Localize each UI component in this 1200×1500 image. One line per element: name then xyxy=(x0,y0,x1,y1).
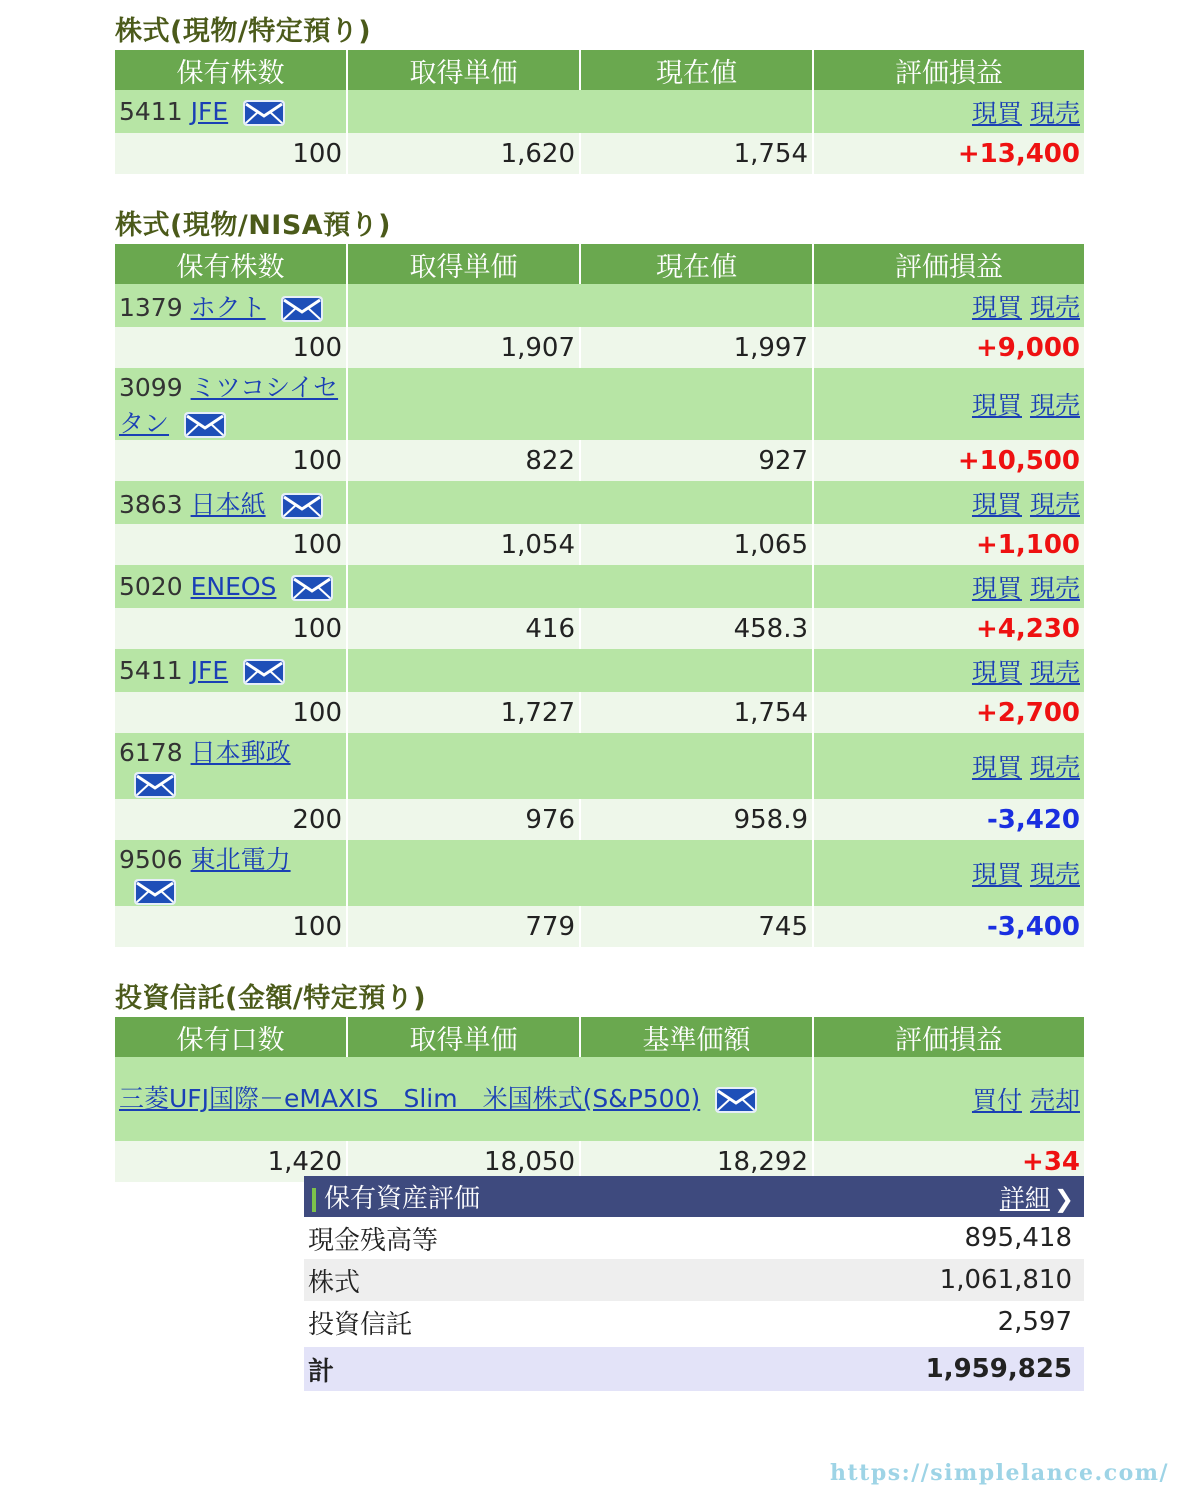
pl-cell: +4,230 xyxy=(814,608,1084,649)
pl-cell: +34 xyxy=(814,1141,1084,1182)
buy-link[interactable]: 現買 xyxy=(971,292,1022,322)
holdings-table-fund xyxy=(115,1017,1084,1182)
col-header-pl: 評価損益 xyxy=(814,1017,1084,1057)
sell-link[interactable]: 現売 xyxy=(1029,391,1080,420)
stock-code: 5020 xyxy=(119,571,183,601)
stock-name-row xyxy=(115,481,1084,524)
pl-cell: -3,420 xyxy=(814,799,1084,840)
summary-label: 現金残高等 xyxy=(308,1225,439,1256)
holdings-table-stock-specific xyxy=(115,50,1084,174)
shares-cell: 100 xyxy=(115,608,348,649)
section-title-fund: 投資信託(金額/特定預り) xyxy=(115,983,427,1014)
sell-link[interactable]: 現売 xyxy=(1029,753,1080,782)
pl-cell: -3,400 xyxy=(814,906,1084,947)
asset-summary-title: 保有資産評価 xyxy=(324,1184,481,1214)
price-cell: 745 xyxy=(581,906,814,947)
shares-cell: 100 xyxy=(115,327,348,368)
stock-value-row xyxy=(115,133,1084,174)
mail-icon[interactable] xyxy=(242,99,286,127)
asset-summary xyxy=(304,1176,1084,1391)
stock-name-row xyxy=(115,840,1084,906)
cost-cell: 976 xyxy=(348,799,581,840)
cost-cell: 779 xyxy=(348,906,581,947)
mail-icon[interactable] xyxy=(133,878,177,906)
col-header-units: 保有口数 xyxy=(115,1017,348,1057)
col-header-price: 現在値 xyxy=(581,244,814,284)
mail-icon[interactable] xyxy=(280,492,324,520)
col-header-price: 現在値 xyxy=(581,50,814,90)
stock-value-row xyxy=(115,524,1084,565)
buy-link[interactable]: 現買 xyxy=(971,860,1022,889)
sell-link[interactable]: 現売 xyxy=(1029,292,1080,322)
stock-name-link[interactable]: ミツコシイセタン xyxy=(119,373,339,438)
summary-label: 株式 xyxy=(308,1267,361,1298)
price-cell: 1,754 xyxy=(581,133,814,174)
shares-cell: 100 xyxy=(115,692,348,733)
shares-cell: 200 xyxy=(115,799,348,840)
stock-name-row xyxy=(115,90,1084,133)
stock-value-row xyxy=(115,327,1084,368)
buy-link[interactable]: 現買 xyxy=(971,573,1022,603)
stock-name-row xyxy=(115,368,1084,440)
cost-cell: 416 xyxy=(348,608,581,649)
shares-cell: 100 xyxy=(115,440,348,481)
summary-label: 投資信託 xyxy=(308,1309,413,1340)
price-cell: 1,754 xyxy=(581,692,814,733)
stock-name-link[interactable]: 日本郵政 xyxy=(190,738,291,767)
cost-cell: 1,620 xyxy=(348,133,581,174)
stock-name-link[interactable]: ホクト xyxy=(190,292,266,322)
stock-code: 5411 xyxy=(119,96,183,126)
section-title-stock-nisa: 株式(現物/NISA預り) xyxy=(115,210,392,241)
stock-value-row xyxy=(115,799,1084,840)
summary-value: 895,418 xyxy=(964,1223,1072,1253)
buy-link[interactable]: 現買 xyxy=(971,753,1022,782)
col-header-cost: 取得単価 xyxy=(348,50,581,90)
col-header-shares: 保有株数 xyxy=(115,244,348,284)
buy-link[interactable]: 現買 xyxy=(971,391,1022,420)
cost-cell: 822 xyxy=(348,440,581,481)
stock-value-row xyxy=(115,692,1084,733)
stock-name-link[interactable]: JFE xyxy=(190,96,229,126)
summary-value: 2,597 xyxy=(997,1307,1072,1337)
price-cell: 1,065 xyxy=(581,524,814,565)
pl-cell: +2,700 xyxy=(814,692,1084,733)
shares-cell: 100 xyxy=(115,133,348,174)
col-header-pl: 評価損益 xyxy=(814,50,1084,90)
summary-total-value: 1,959,825 xyxy=(925,1354,1072,1384)
stock-name-link[interactable]: 日本紙 xyxy=(190,489,266,519)
asset-summary-header xyxy=(304,1176,1084,1217)
stock-code: 9506 xyxy=(119,845,183,874)
col-header-cost: 取得単価 xyxy=(348,1017,581,1057)
summary-value: 1,061,810 xyxy=(939,1265,1072,1295)
cost-cell: 1,907 xyxy=(348,327,581,368)
section-title-stock-specific: 株式(現物/特定預り) xyxy=(115,16,372,47)
detail-link[interactable]: 詳細 xyxy=(999,1183,1050,1213)
col-header-pl: 評価損益 xyxy=(814,244,1084,284)
mail-icon[interactable] xyxy=(133,771,177,799)
stock-name-link[interactable]: JFE xyxy=(190,655,229,685)
mail-icon[interactable] xyxy=(714,1086,758,1114)
stock-name-link[interactable]: ENEOS xyxy=(190,571,277,601)
stock-code: 5411 xyxy=(119,655,183,685)
stock-code: 6178 xyxy=(119,738,183,767)
fund-name-link[interactable]: 三菱UFJ国際－eMAXIS Slim 米国株式(S&P500) xyxy=(119,1084,701,1113)
chevron-right-icon[interactable]: ❯ xyxy=(1053,1184,1074,1213)
stock-code: 3099 xyxy=(119,373,183,402)
price-cell: 958.9 xyxy=(581,799,814,840)
summary-row-fund xyxy=(304,1301,1084,1343)
mail-icon[interactable] xyxy=(280,295,324,323)
sell-link[interactable]: 現売 xyxy=(1029,573,1080,603)
pl-cell: +1,100 xyxy=(814,524,1084,565)
mail-icon[interactable] xyxy=(183,411,227,439)
stock-name-link[interactable]: 東北電力 xyxy=(190,845,291,874)
cost-cell: 1,054 xyxy=(348,524,581,565)
nav-cell: 18,292 xyxy=(581,1141,814,1182)
mail-icon[interactable] xyxy=(242,658,286,686)
stock-value-row xyxy=(115,906,1084,947)
cost-cell: 18,050 xyxy=(348,1141,581,1182)
buy-link[interactable]: 買付 xyxy=(971,1086,1022,1115)
col-header-shares: 保有株数 xyxy=(115,50,348,90)
portfolio xyxy=(115,10,1084,1182)
sell-link[interactable]: 現売 xyxy=(1029,860,1080,889)
sell-link[interactable]: 現売 xyxy=(1029,657,1080,687)
buy-link[interactable]: 現買 xyxy=(971,489,1022,519)
price-cell: 927 xyxy=(581,440,814,481)
fund-name-row xyxy=(115,1057,1084,1141)
sell-link[interactable]: 売却 xyxy=(1029,1086,1080,1115)
stock-value-row xyxy=(115,608,1084,649)
col-header-cost: 取得単価 xyxy=(348,244,581,284)
stock-code: 3863 xyxy=(119,489,183,519)
summary-total-label: 計 xyxy=(308,1356,335,1387)
summary-row-stock xyxy=(304,1259,1084,1301)
summary-row-cash xyxy=(304,1217,1084,1259)
stock-name-row xyxy=(115,733,1084,799)
stock-name-row xyxy=(115,649,1084,692)
stock-name-row xyxy=(115,565,1084,608)
shares-cell: 100 xyxy=(115,524,348,565)
pl-cell: +10,500 xyxy=(814,440,1084,481)
summary-row-total xyxy=(304,1347,1084,1391)
sell-link[interactable]: 現売 xyxy=(1029,98,1080,128)
stock-code: 1379 xyxy=(119,292,183,322)
mail-icon[interactable] xyxy=(290,574,334,602)
holdings-table-stock-nisa xyxy=(115,244,1084,947)
watermark: https://simplelance.com/ xyxy=(830,1460,1170,1486)
cost-cell: 1,727 xyxy=(348,692,581,733)
price-cell: 458.3 xyxy=(581,608,814,649)
pl-cell: +9,000 xyxy=(814,327,1084,368)
units-cell: 1,420 xyxy=(115,1141,348,1182)
buy-link[interactable]: 現買 xyxy=(971,98,1022,128)
pl-cell: +13,400 xyxy=(814,133,1084,174)
sell-link[interactable]: 現売 xyxy=(1029,489,1080,519)
shares-cell: 100 xyxy=(115,906,348,947)
col-header-nav: 基準価額 xyxy=(581,1017,814,1057)
price-cell: 1,997 xyxy=(581,327,814,368)
stock-value-row xyxy=(115,440,1084,481)
buy-link[interactable]: 現買 xyxy=(971,657,1022,687)
stock-name-row xyxy=(115,284,1084,327)
